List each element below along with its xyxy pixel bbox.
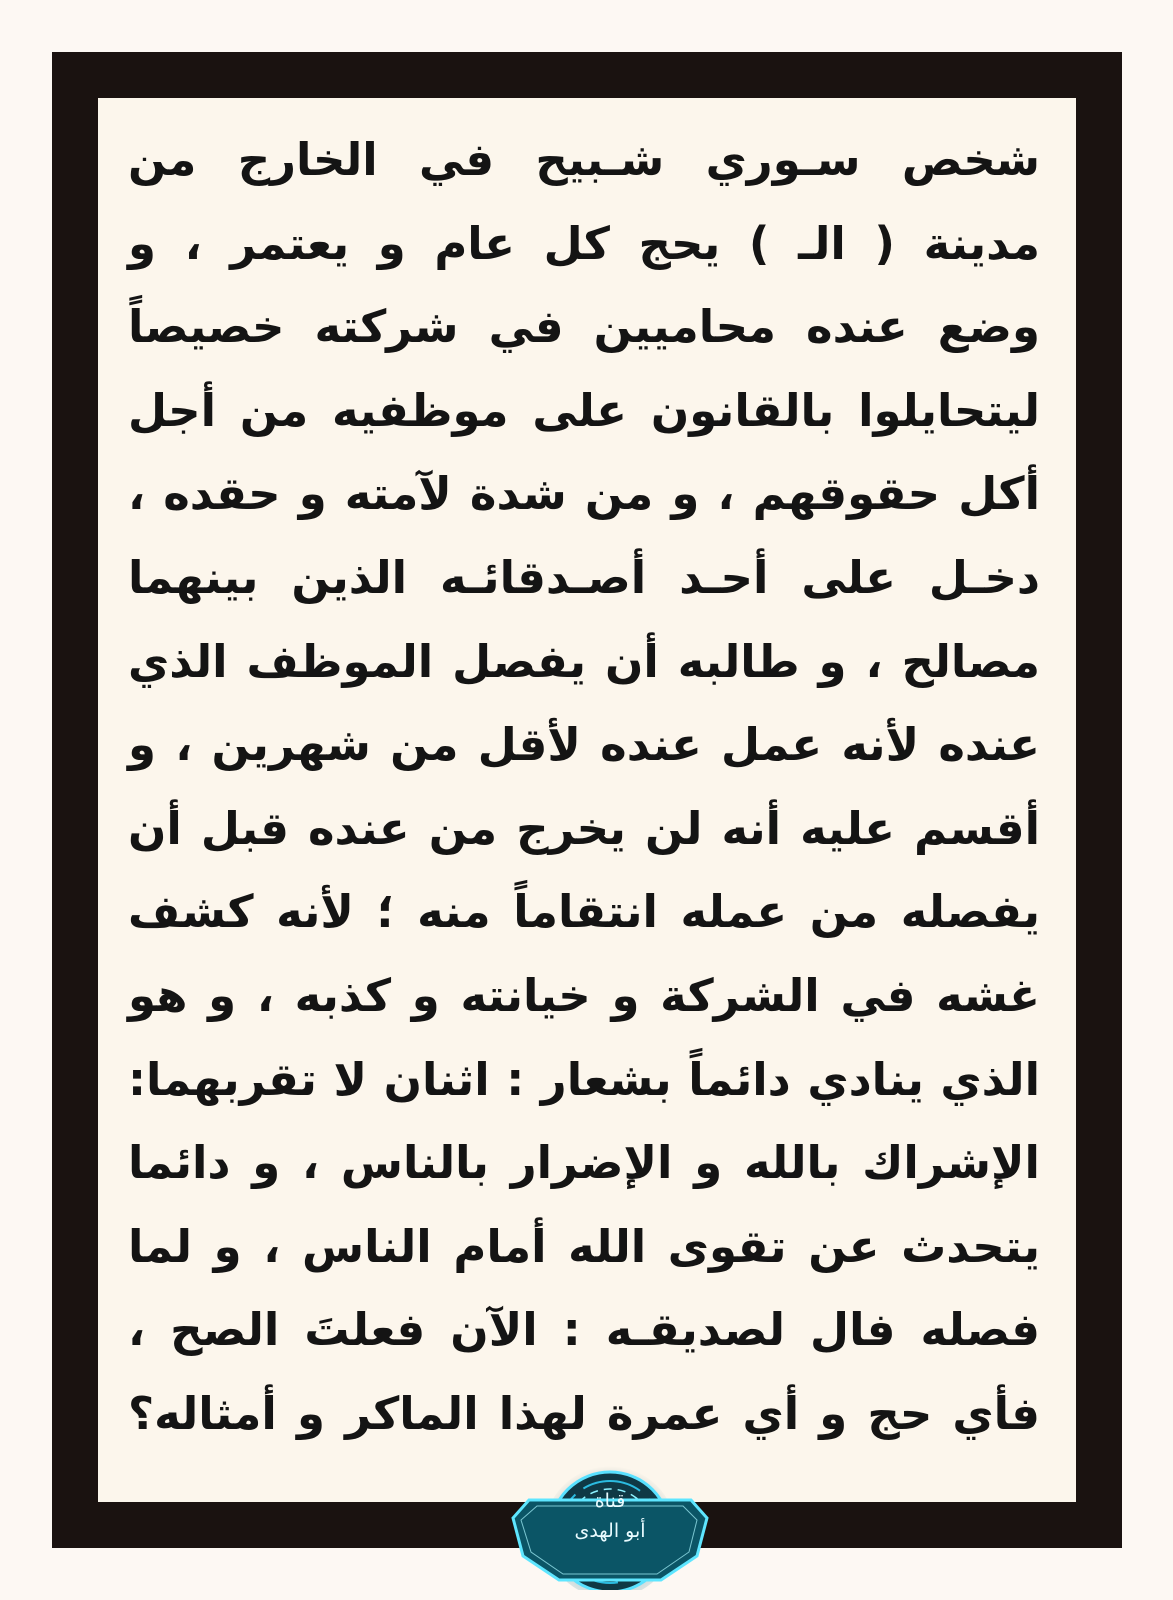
text-line: فأي حج و أي عمرة لهذا الماكر و أمثاله؟ xyxy=(128,1386,1040,1440)
text-line: فصله فال لصديقـه : الآن فعلتَ الصح ، xyxy=(128,1303,1040,1357)
text-line: دخـل على أحـد أصـدقائـه الذين بينهما xyxy=(128,550,1040,604)
channel-name-line2: أبو الهدى xyxy=(574,1520,646,1542)
text-line: الإشراك بالله و الإضرار بالناس ، و دائما xyxy=(128,1136,1040,1190)
text-line: مصالح ، و طالبه أن يفصل الموظف الذي xyxy=(128,634,1040,688)
channel-badge xyxy=(485,1460,735,1590)
text-line: شخص سـوري شـبيح في الخارج من xyxy=(128,133,1040,186)
text-line: ليتحايلوا بالقانون على موظفيه من أجل xyxy=(128,383,1040,437)
channel-name-line1: قناة xyxy=(594,1490,626,1512)
post-text xyxy=(128,118,1040,1456)
text-line: غشه في الشركة و خيانته و كذبه ، و هو xyxy=(128,968,1040,1022)
text-line: يتحدث عن تقوى الله أمام الناس ، و لما xyxy=(128,1219,1040,1273)
text-line: يفصله من عمله انتقاماً منه ؛ لأنه كشف xyxy=(128,885,1040,939)
text-line: عنده لأنه عمل عنده لأقل من شهرين ، و xyxy=(128,718,1040,772)
text-line: مدينة ( الـ ) يحج كل عام و يعتمر ، و xyxy=(128,216,1040,270)
text-line: وضع عنده محاميين في شركته خصيصاً xyxy=(128,300,1040,354)
text-line: أقسم عليه أنه لن يخرج من عنده قبل أن xyxy=(128,801,1040,855)
text-line: الذي ينادي دائماً بشعار : اثنان لا تقربهما: xyxy=(128,1052,1040,1106)
text-line: أكل حقوقهم ، و من شدة لآمته و حقده ، xyxy=(128,467,1040,521)
